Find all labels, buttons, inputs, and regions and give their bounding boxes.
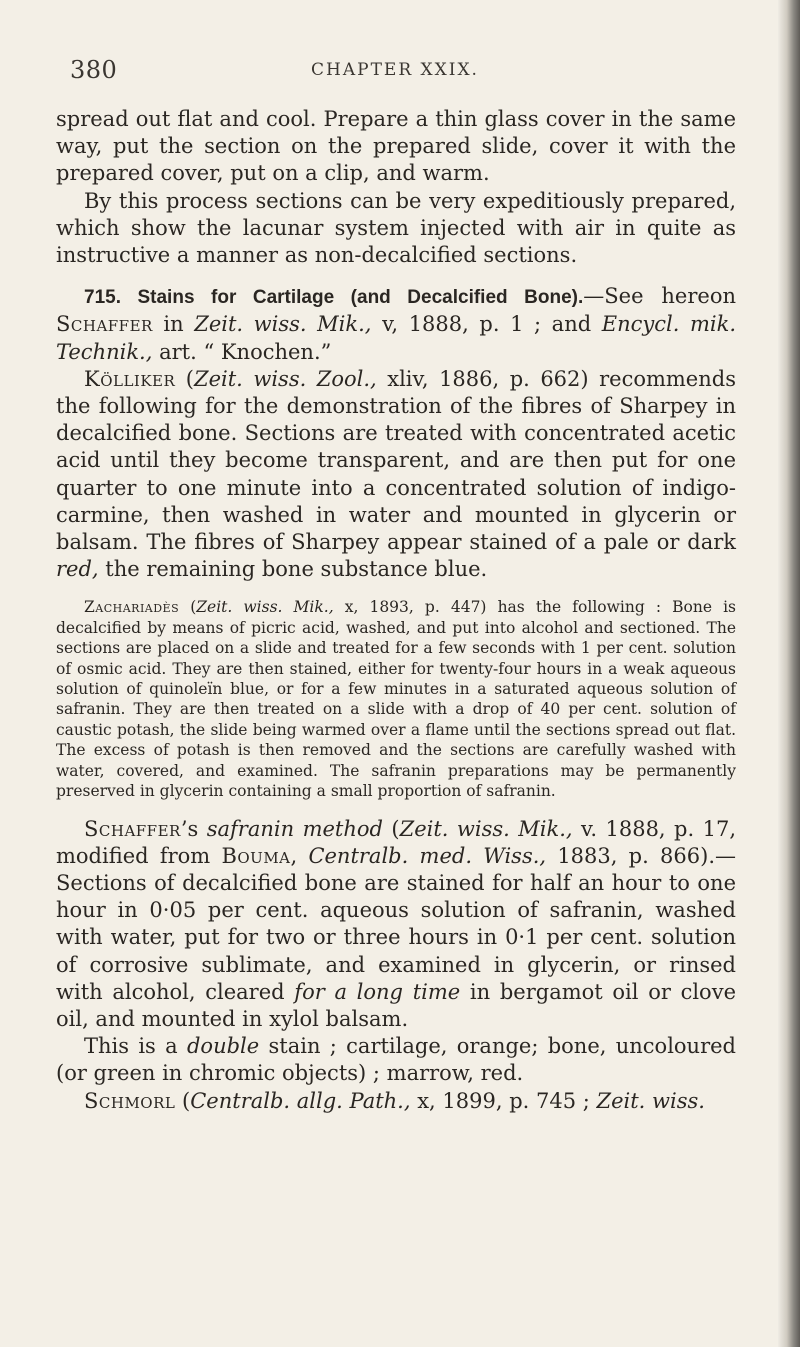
paragraph-zachariades: Zachariadès (Zeit. wiss. Mik., x, 1893, p. 447) has the following : Bone is decalcified by means of picric acid, washed, and put into alcohol and sectioned. The sections are placed on a slide and treated for a few seconds with 1 per cent. solution of osmic acid. They are then stained, either for twenty-four hours in a weak aqueous solution of quinoleïn blue, or for a few minutes in a saturated aqueous solution of safranin. They are then treated on a slide with a drop of 40 per cent. solution of caustic potash, the slide being warmed over a flame until the sections spread out flat. The excess of potash is then removed and the sections are carefully washed with water, covered, and examined. The safranin preparations may be permanently preserved in glycerin containing a small proportion of safranin. [56,598,736,801]
author-name: Schaffer [84,816,181,841]
author-name: Zachariadès [84,598,180,617]
paragraph-process: By this process sections can be very expeditiously prepared, which show the lacunar system injected with air in quite as instructive a manner as non-decalcified sections. [56,188,736,268]
citation: Centralb. allg. Path., [190,1088,411,1113]
citation: Zeit. wiss. [596,1088,705,1113]
citation: Zeit. wiss. Mik., [194,312,372,337]
chapter-title: CHAPTER XXIX. [311,60,479,80]
paragraph-double-stain: This is a double stain ; cartilage, orange; bone, uncoloured (or green in chromic objects) ; marrow, red. [56,1034,736,1086]
page-number: 380 [70,56,118,84]
author-name: Bouma [221,843,291,868]
citation: Encycl. mik. Technik., [56,312,737,364]
page-header [70,56,720,96]
citation: Centralb. med. Wiss., [308,843,547,868]
author-name: Kölliker [84,366,176,391]
page-body [56,106,736,1115]
paragraph-schmorl: Schmorl (Centralb. allg. Path., x, 1899, p. 745 ; Zeit. wiss. [84,1088,705,1113]
section-715: 715. Stains for Cartilage (and Decalcified Bone).—See hereon Schaffer in Zeit. wiss. Mik., v, 1888, p. 1 ; and Encycl. mik. Technik., art. “ Knochen.” [56,284,737,364]
paragraph-continuation: spread out flat and cool. Prepare a thin glass cover in the same way, put the section on the prepared slide, cover it with the prepared cover, put on a clip, and warm. [56,107,736,186]
paragraph-kolliker: Kölliker (Zeit. wiss. Zool., xliv, 1886, p. 662) recommends the following for the demonstration of the fibres of Sharpey in decalcified bone. Sections are treated with concentrated acetic acid until they become transparent, and are then put for one quarter to one minute into a concentrated solution of indigo-carmine, then washed in water and mounted in glycerin or balsam. The fibres of Sharpey appear stained of a pale or dark red, the remaining bone substance blue. [56,366,736,582]
author-name: Schaffer [56,312,153,337]
author-name: Schmorl [84,1088,176,1113]
citation: Zeit. wiss. Mik., [399,816,573,841]
page-edge-shadow [778,0,800,1347]
paragraph-schaffer-safranin: Schaffer’s safranin method (Zeit. wiss. Mik., v. 1888, p. 17, modified from Bouma, Centralb. med. Wiss., 1883, p. 866).—Sections of decalcified bone are stained for half an hour to one hour in 0·05 per cent. aqueous solution of safranin, washed with water, put for two or three hours in 0·1 per cent. solution of corrosive sublimate, and examined in glycerin, or rinsed with alcohol, cleared for a long time in bergamot oil or clove oil, and mounted in xylol balsam. [56,816,736,1031]
citation: Zeit. wiss. Mik., [196,598,334,617]
citation: Zeit. wiss. Zool., [194,366,377,391]
section-heading: 715. Stains for Cartilage (and Decalcified Bone). [84,287,584,309]
